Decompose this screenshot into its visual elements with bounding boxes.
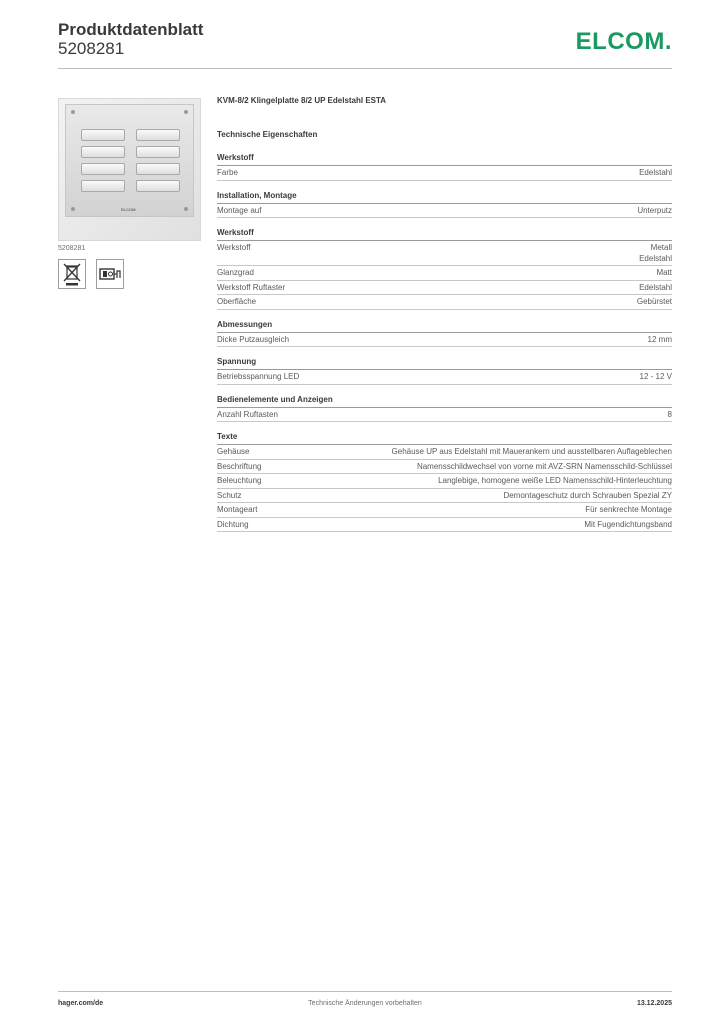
spec-group-title: Werkstoff [217, 228, 672, 241]
spec-label: Beschriftung [217, 461, 262, 471]
spec-label: Schutz [217, 490, 242, 500]
screw-icon [71, 110, 75, 114]
spec-label: Oberfläche [217, 297, 257, 306]
spec-label: Beleuchtung [217, 476, 262, 485]
spec-value: Demontageschutz durch Schrauben Spezial ZY [503, 490, 672, 500]
spec-value: Unterputz [637, 205, 672, 215]
spec-row [217, 266, 672, 281]
spec-value-line: Metall [650, 243, 672, 252]
footer-disclaimer: Technische Änderungen vorbehalten [308, 1000, 422, 1007]
spec-row [217, 370, 672, 385]
spec-value: 12 mm [647, 334, 672, 344]
spec-value: Für senkrechte Montage [585, 505, 672, 514]
spec-label: Werkstoff [217, 243, 251, 252]
footer-website: hager.com/de [58, 1000, 104, 1007]
spec-value: Edelstahl [639, 282, 672, 292]
spec-label: Farbe [217, 168, 238, 177]
page-header [58, 20, 672, 69]
bell-button [136, 129, 180, 141]
screw-icon [184, 207, 188, 211]
spec-label: Gehäuse [217, 447, 250, 456]
spec-label: Glanzgrad [217, 268, 254, 277]
spec-group-title: Abmessungen [217, 320, 672, 333]
spec-row [217, 241, 672, 266]
din-rail-module-icon [96, 259, 124, 289]
spec-label: Anzahl Ruftasten [217, 409, 278, 419]
specification-column [217, 96, 672, 532]
product-title: KVM-8/2 Klingelplatte 8/2 UP Edelstahl ESTA [217, 96, 387, 105]
spec-group-title: Spannung [217, 357, 672, 370]
spec-label: Dicke Putzausgleich [217, 334, 290, 344]
brand-logo: ELCOM. [575, 28, 672, 55]
spec-row [217, 474, 672, 489]
screw-icon [184, 110, 188, 114]
spec-label: Werkstoff Ruftaster [217, 282, 286, 292]
screw-icon [71, 207, 75, 211]
spec-value-line: Edelstahl [639, 253, 672, 263]
spec-row [217, 518, 672, 533]
product-number: 5208281 [58, 39, 125, 58]
spec-value: Gebürstet [636, 297, 672, 306]
spec-row [217, 408, 672, 423]
page-footer [58, 991, 672, 1012]
spec-row [217, 333, 672, 348]
panel-brand-mark: ELCOM. [121, 207, 137, 212]
specification-groups [217, 153, 672, 532]
spec-value: Namensschildwechsel von vorne mit AVZ-SRN Namensschild-Schlüssel [416, 461, 672, 471]
spec-label: Betriebsspannung LED [217, 372, 300, 381]
spec-label: Dichtung [217, 519, 249, 529]
bell-button [136, 163, 180, 175]
product-image [58, 98, 201, 241]
spec-row [217, 295, 672, 310]
bell-plate-panel [65, 104, 194, 217]
spec-group-title: Werkstoff [217, 153, 672, 166]
spec-group-title: Bedienelemente und Anzeigen [217, 395, 672, 408]
certification-icons [58, 259, 201, 291]
product-image-column [58, 98, 201, 291]
bell-button [81, 163, 125, 175]
spec-row [217, 503, 672, 518]
spec-row [217, 445, 672, 460]
page-title: Produktdatenblatt [58, 20, 204, 39]
section-heading: Technische Eigenschaften [217, 130, 318, 139]
spec-value: 12 - 12 V [639, 372, 672, 381]
spec-value [639, 243, 672, 264]
spec-value: Edelstahl [639, 168, 672, 177]
bell-button [136, 180, 180, 192]
spec-value: 8 [667, 409, 672, 419]
spec-value: Matt [656, 268, 672, 277]
spec-row [217, 281, 672, 296]
spec-label: Montage auf [217, 205, 262, 215]
spec-row [217, 489, 672, 504]
weee-crossed-bin-icon [58, 259, 86, 289]
spec-value: Langlebige, homogene weiße LED Namensschild-Hinterleuchtung [438, 476, 672, 485]
spec-row [217, 460, 672, 475]
spec-group-title: Texte [217, 432, 672, 445]
spec-group-title: Installation, Montage [217, 191, 672, 204]
spec-row [217, 204, 672, 219]
spec-row [217, 166, 672, 181]
bell-button [81, 129, 125, 141]
image-caption: 5208281 [58, 245, 86, 252]
bell-button [81, 146, 125, 158]
spec-value: Gehäuse UP aus Edelstahl mit Mauerankern und ausstellbaren Auflageblechen [391, 447, 672, 456]
spec-value: Mit Fugendichtungsband [584, 519, 672, 529]
footer-date: 13.12.2025 [636, 1000, 672, 1007]
bell-button [81, 180, 125, 192]
bell-button [136, 146, 180, 158]
spec-label: Montageart [217, 505, 258, 514]
